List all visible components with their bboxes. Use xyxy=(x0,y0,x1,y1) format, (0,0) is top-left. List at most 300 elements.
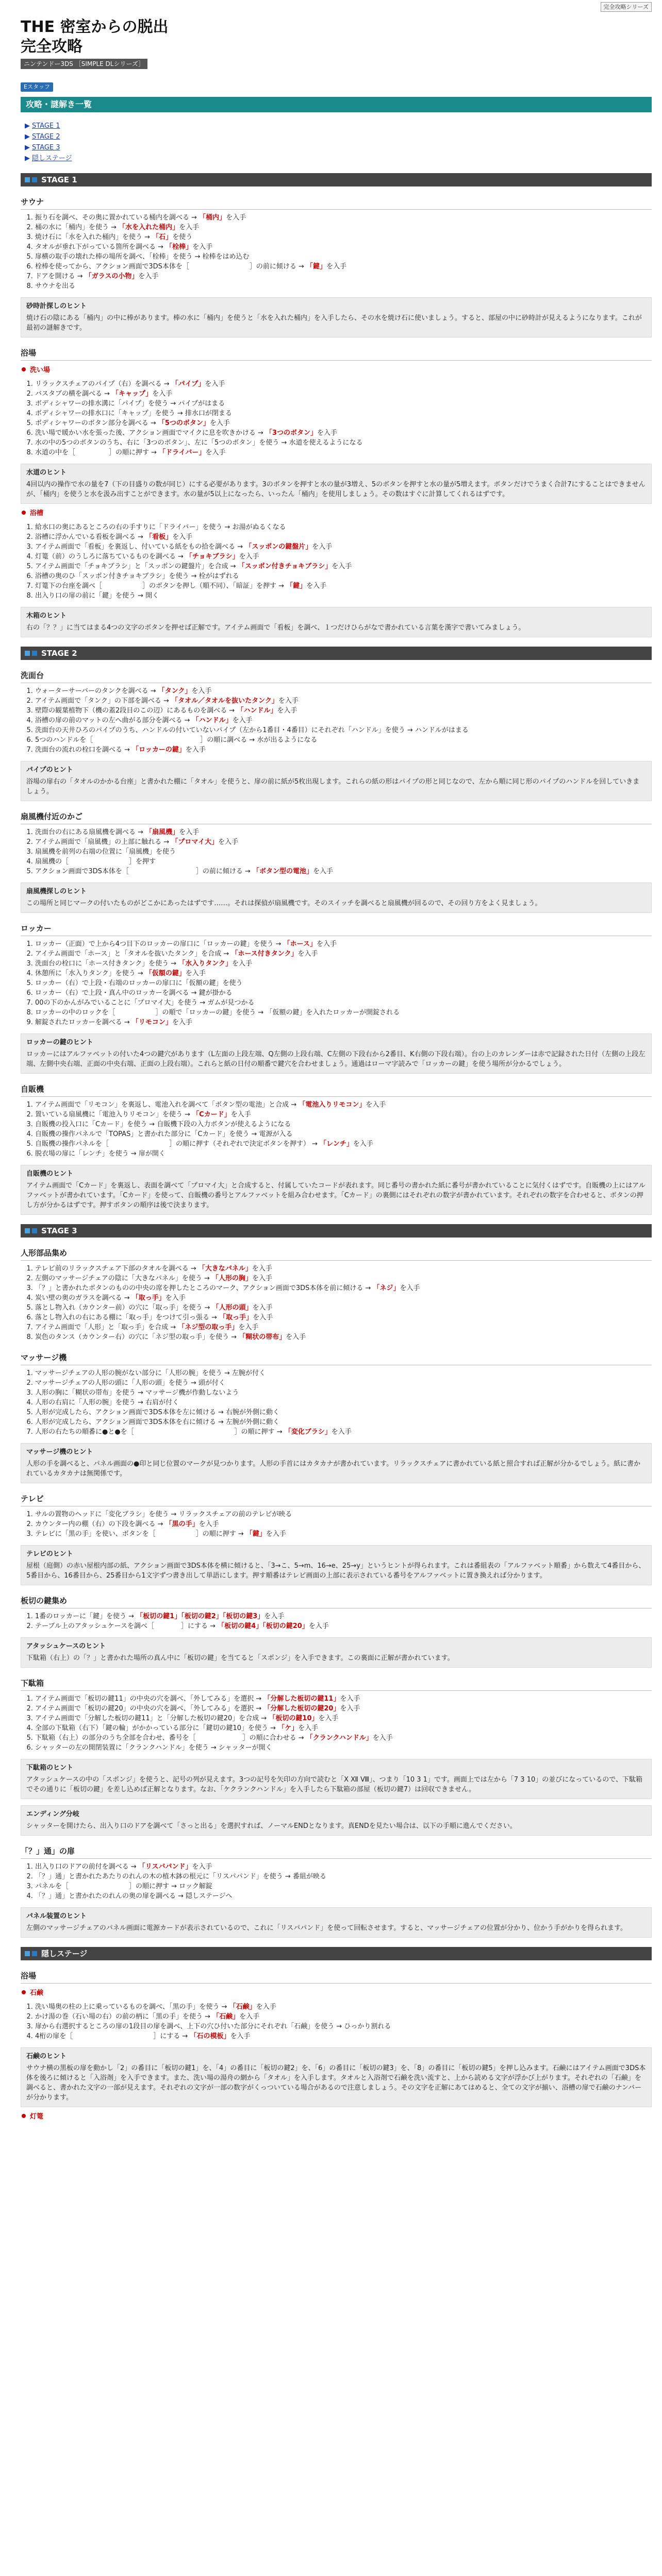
step-text: を入手 xyxy=(205,449,226,456)
hint-body: 下駄箱（右上）の「？」と書かれた場所の真ん中に「板切の鍵」を当てると「スポンジ」を入手できます。この裏面に正解が書かれています。 xyxy=(26,1654,454,1662)
step-item xyxy=(35,2022,652,2031)
step-item xyxy=(35,1264,652,1274)
step-item xyxy=(35,1283,652,1293)
item-name: 「リモコン」 xyxy=(131,1019,172,1026)
step-text: 洗面台の右にある扇風機を調べる → xyxy=(35,828,146,836)
steps-list xyxy=(21,522,652,601)
item-name: 「石鹸」 xyxy=(212,2013,240,2021)
hint-body: 屋根（庭側）の赤い屋根内部の紙、アクション画面で3DS本体を横に傾けると、「3→こ、5→m、16→e、25→y」というヒントが得られます。これは番組表の「アルファベット順番」から数えて4番目から、5番目から、16番目から、25番目から1文字ずつ書き出して単語にします。押す順番はテレビ画面の上部に表示されている番号をアルファベットに置き換えれば分かります。 xyxy=(26,1562,646,1580)
item-name: 「3つのボタン」 xyxy=(266,429,318,437)
step-text: 置いている扇風機に「電池入りリモコン」を使う → xyxy=(35,1111,193,1118)
sub-location: 洗い場 xyxy=(21,365,652,376)
step-text: ボディシャワーの排水口に「キャップ」を使う → 排水口が閉まる xyxy=(35,410,232,417)
step-text: 洗面台の天井ひろのパイプのうち、ハンドルの付いていないパイプ（左から1番目・4番目）にそれぞれ「ハンドル」を使う → ハンドルがはまる xyxy=(35,726,469,734)
item-name: 「看板」 xyxy=(145,533,173,541)
step-text: サルの置物のヘッドに「変化ブラシ」を使う → リラックスチェアの前のテレビが映る xyxy=(35,1511,292,1518)
step-text: を入手 xyxy=(312,543,333,551)
item-name: 「クランクハンドル」 xyxy=(306,1734,373,1742)
step-text: を入手 xyxy=(179,224,200,231)
step-text: 洗面台の流れの栓口を調べる → xyxy=(35,746,133,754)
location-shoebox: 下駄箱 xyxy=(21,1677,652,1691)
toc-link-stage1[interactable]: STAGE 1 xyxy=(32,122,60,130)
section-bar: 攻略・謎解き一覧 xyxy=(21,97,652,112)
step-text: 壁際の観葉植物下（機の蓋2段目のこの辺）にあるものを調べる → xyxy=(35,707,237,715)
step-text: 浴槽に浮かんでいる看板を調べる → xyxy=(35,533,146,541)
step-item xyxy=(35,1612,652,1621)
hint-body: 左側のマッサージチェアのパネル画面に電源カードが表示されているので、これに「リスパパンド」を使って回転させます。すると、マッサージチェアの位置が分かり、位かう手がかりを得られます。 xyxy=(26,1924,627,1932)
step-text: 水の中の5つのボタンのうち、右に「3つのボタン」、左に「5つのボタン」を使う → 水道を使えるようになる xyxy=(35,439,363,447)
item-name: 「ホース付きタンク」 xyxy=(231,950,298,958)
hint-title: 水道のヒント xyxy=(26,469,67,477)
hint-box xyxy=(21,1759,652,1799)
step-item xyxy=(35,1621,652,1631)
step-item xyxy=(35,223,652,232)
step-text: 人形が完成したら、アクション画面で3DS本体を左に傾ける → 右腕が外側に動く xyxy=(35,1409,280,1416)
step-text: 給水口の奥にあるところの右の手すりに「ドライバー」を使う → お湯がぬるくなる xyxy=(35,523,286,531)
step-item xyxy=(35,399,652,409)
location-sauna: サウナ xyxy=(21,196,652,210)
step-item xyxy=(35,1323,652,1332)
steps-list xyxy=(21,213,652,291)
item-name: 「分解した板切の鍵20」 xyxy=(263,1705,340,1713)
item-name: 「人形の頭」 xyxy=(212,1304,253,1312)
step-item xyxy=(35,959,652,969)
step-text: 人形の右肩に「人形の腕」を使う → 右肩が付く xyxy=(35,1399,179,1406)
step-item xyxy=(35,725,652,735)
step-text: 浴槽の奥のひ「スッポン付きチョキブラシ」を使う → 栓がはずれる xyxy=(35,572,239,580)
step-text: テレビ前のリラックスチェア下部のタオルを調べる → xyxy=(35,1265,198,1273)
step-item xyxy=(35,1891,652,1901)
step-text: 00の下のかんがみでいることに「プロマイ大」を使う → ガムが見つかる xyxy=(35,999,255,1007)
step-text: を入手 xyxy=(253,1314,273,1321)
step-item xyxy=(35,735,652,745)
hint-body: 人形の手を調べると、パネル画面の●印と同じ位置のマークが見つかります。人形の手首にはカタカナが書かれています。リラックスチェアに書かれている紙と照合すれば正解が分かるでしょう。紙に書かれているカタカナは無関係です。 xyxy=(26,1460,641,1478)
steps-list xyxy=(21,686,652,755)
step-text: を入手 xyxy=(297,950,318,958)
item-name: 「ハンドル」 xyxy=(237,707,277,715)
step-text: を入手 xyxy=(266,1530,286,1538)
steps-list xyxy=(21,1862,652,1901)
step-text: を入手 xyxy=(372,1734,393,1742)
location-figure: 人形部品集め xyxy=(21,1247,652,1261)
step-text: 扉横の取手の壊れた棒の場所を調べ、「栓棒」を使う → 栓棒をはめ込む xyxy=(35,253,250,261)
item-name: 「水入りタンク」 xyxy=(178,960,232,968)
step-text: ロッカー（右）で上段・真ん中のロッカーを調べる → 鍵が掛かる xyxy=(35,989,233,997)
item-name: 「ケ」 xyxy=(278,1724,299,1732)
step-text: ボディシャワーの排水溝に「パイプ」を使う → パイプがはまる xyxy=(35,400,225,408)
step-text: タオルが垂れ下がっている箇所を調べる → xyxy=(35,243,166,251)
step-item xyxy=(35,232,652,242)
step-text: を入手 xyxy=(317,429,338,437)
step-item xyxy=(35,1293,652,1303)
step-item xyxy=(35,448,652,457)
item-name: 「鍵」 xyxy=(306,263,327,270)
step-text: を入手 xyxy=(252,1304,273,1312)
step-item xyxy=(35,438,652,448)
item-name: 「人形の胸」 xyxy=(212,1275,253,1282)
hint-box xyxy=(21,464,652,504)
item-name: 「扇風機」 xyxy=(145,828,179,836)
location-massage: マッサージ機 xyxy=(21,1351,652,1365)
item-name: 「鍵」 xyxy=(245,1530,266,1538)
step-item xyxy=(35,1018,652,1027)
item-name: 「ドライバー」 xyxy=(159,449,206,456)
step-item xyxy=(35,1332,652,1342)
item-name: 「5つのボタン」 xyxy=(158,419,210,427)
location-locker: ロッカー xyxy=(21,922,652,936)
step-item xyxy=(35,522,652,532)
step-text: 解錠されたロッカーを調べる → xyxy=(35,1019,132,1026)
step-item xyxy=(35,1139,652,1149)
step-text: シャッターの左の開閉装置に「クランクハンドル」を使う → シャッターが開く xyxy=(35,1744,272,1752)
step-text: を入手 xyxy=(340,1695,360,1703)
step-text: アクション画面で3DS本体を［ ］の前に傾ける → xyxy=(35,868,253,875)
step-text: を入手 xyxy=(400,1284,420,1292)
item-name: 「石」 xyxy=(152,233,173,241)
step-text: を入手 xyxy=(306,582,327,590)
step-item xyxy=(35,1274,652,1283)
step-item xyxy=(35,1008,652,1018)
step-item xyxy=(35,1313,652,1323)
step-text: を入手 xyxy=(205,380,225,388)
step-text: 「？」と書かれたボタンのものの中央の席を押したところのマーク、アクション画面で3DS本体を前に傾ける → xyxy=(35,1284,373,1292)
step-text: を入手 xyxy=(239,553,259,561)
step-text: を入手 xyxy=(264,1613,285,1620)
step-text: を入手 xyxy=(226,214,246,222)
step-text: を入手 xyxy=(230,1111,251,1118)
step-text: 灯篭下の台座を調べ［ ］のボタンを押し（順不同）、「暗証」を押す → xyxy=(35,582,287,590)
step-text: アイテム画面で「板切の鍵11」の中央の穴を調べ、「外してみる」を選択 → xyxy=(35,1695,264,1703)
steps-list xyxy=(21,827,652,876)
hint-body: サウナ横の黒板の扉を動かし「2」の番目に「板切の鍵1」を、「4」の番目に「板切の鍵2」を、「6」の番目に「板切の鍵3」を、「8」の番目に「板切の鍵5」を押し込みます。石鹸にはアイテム画面で3DS本体を後ろに傾けると「入浴剤」を入手できます。また、洗い場の湯舟の網から「タオル」を入手します。タオルと入浴剤で石鹸を洗い流すと、上から読める文字が浮かび上がります。それぞれの「石鹸」を調べると、書かれた文字の一部が見えます。それぞれの文字が一部の数字がくっついている場合があるので注意しましょう。その文字を正解にあてはめると、全ての文字が揃い、浴槽の扉で石鹸のナンバーが分かります。 xyxy=(26,2064,646,2102)
hint-body: アタッシュケースの中の「スポンジ」を使うと、記号の列が見えます。3つの記号を矢印の方向で読むと「Ⅹ Ⅻ Ⅷ」、つまり「10 3 1」です。画面上では左から「7 3 10」の並びになっているので、下駄箱でその通りに「板切の鍵」を差し込めば正解となります。なお、「ケクランクハンドル」を入手したら下駄箱の部屋（板切の鍵7）は回収できません。 xyxy=(26,1776,642,1793)
hint-box xyxy=(21,2047,652,2107)
step-text: テレビに「黒の手」を使い、ボタンを［ ］の順に押す → xyxy=(35,1530,246,1538)
step-text: 桶の水に「桶内」を使う → xyxy=(35,224,119,231)
item-name: 「板切の鍵10」 xyxy=(269,1715,319,1722)
item-name: 「ホース」 xyxy=(283,940,317,948)
step-text: ウォーターサーバーのタンクを調べる → xyxy=(35,687,158,695)
step-text: を入手 xyxy=(256,2003,276,2011)
step-item xyxy=(35,532,652,542)
steps-list xyxy=(21,1694,652,1753)
step-text: マッサージチェアの人形の頭に「人形の頭」を使う → 頭が付く xyxy=(35,1379,225,1387)
sub-location: 灯篭 xyxy=(21,2111,652,2123)
steps-list xyxy=(21,1368,652,1437)
hint-box xyxy=(21,1033,652,1074)
hint-box xyxy=(21,607,652,637)
hint-body: 焼け石の陰にある「桶内」の中に棒があります。棒の水に「桶内」を使うと「水を入れた桶内」を入手したら、その水を焼け石に使いましょう。すると、部屋の中に砂時計が見えるようになります。これが最初の謎解きです。 xyxy=(26,314,642,332)
steps-list xyxy=(21,939,652,1027)
step-item xyxy=(35,1872,652,1882)
step-item xyxy=(35,1714,652,1723)
item-name: 「タンク」 xyxy=(158,687,192,695)
step-text: アイテム画面で「板切の鍵20」の中央の穴を調べ、「外してみる」を選択 → xyxy=(35,1705,264,1713)
step-item xyxy=(35,591,652,601)
step-text: 全部の下駄箱（右下）「鍵の輪」がかかっている部分に「鍵切の鍵10」を使う → xyxy=(35,1724,278,1732)
location-hidden-bath: 浴場 xyxy=(21,1970,652,1984)
step-text: を入手 xyxy=(185,970,206,977)
location-door: 「？」通」の扉 xyxy=(21,1845,652,1859)
hint-box xyxy=(21,297,652,337)
hint-title: アタッシュケースのヒント xyxy=(26,1642,106,1650)
step-item xyxy=(35,1529,652,1539)
step-text: を入手 xyxy=(298,1724,319,1732)
step-item xyxy=(35,1110,652,1120)
step-item xyxy=(35,1862,652,1872)
item-name: 「パイプ」 xyxy=(171,380,205,388)
step-item xyxy=(35,716,652,725)
hint-body: この場所と同じマークの付いたものがどこかにあったはずです……。それは探偵が扇風機です。そのスイッチを調べると扇風機が回るので、その回り方をよく見ましょう。 xyxy=(26,900,542,907)
steps-list xyxy=(21,2002,652,2041)
item-name: 「ネジ」 xyxy=(373,1284,400,1292)
step-text: 洗面台の栓口に「ホース付きタンク」を使う → xyxy=(35,960,179,968)
step-text: を入手 xyxy=(232,960,253,968)
hint-title: パイプのヒント xyxy=(26,766,73,774)
location-tv: テレビ xyxy=(21,1493,652,1506)
step-item xyxy=(35,552,652,562)
item-name: 「大きなパネル」 xyxy=(198,1265,252,1273)
step-item xyxy=(35,1519,652,1529)
step-item xyxy=(35,242,652,252)
step-text: を入手 xyxy=(332,563,352,570)
steps-list xyxy=(21,1612,652,1631)
step-text: 灯篭（前）のうしろに落ちているものを調べる → xyxy=(35,553,186,561)
step-text: を入手 xyxy=(252,1265,272,1273)
hint-title: 自販機のヒント xyxy=(26,1170,74,1178)
step-item xyxy=(35,998,652,1008)
step-text: アイテム画面で「チョキブラシ」と「スッポンの鍵盤片」を合成 → xyxy=(35,563,238,570)
step-text: テーブル上のアタッシュケースを調べ［ ］にする → xyxy=(35,1622,218,1630)
step-text: カウンター内の棚（右）の下段を調べる → xyxy=(35,1520,166,1528)
step-text: 落とし物入れの右にある棚に「取っ手」をつけて引っ張る → xyxy=(35,1314,220,1321)
ending-body: シャッターを開けたら、出入り口のドアを調べて「さっと出る」を選択すれば、ノーマルENDとなります。真ENDを見たい場合は、以下の手順に進んでください。 xyxy=(26,1822,517,1830)
location-bath: 浴場 xyxy=(21,347,652,361)
step-text: を入手 xyxy=(179,828,200,836)
step-text: を入手 xyxy=(278,697,299,705)
step-item xyxy=(35,857,652,867)
item-name: 「仮額の鍵」 xyxy=(145,970,186,977)
step-text: リラックスチェアのパイプ（右）を調べる → xyxy=(35,380,172,388)
step-text: 左側のマッサージチェアの陰に「大きなパネル」を使う → xyxy=(35,1275,212,1282)
step-text: を入手 xyxy=(218,838,239,846)
step-item xyxy=(35,1388,652,1398)
step-text: を入手 xyxy=(192,1863,212,1871)
steps-list xyxy=(21,1264,652,1342)
step-item xyxy=(35,389,652,399)
step-item xyxy=(35,1129,652,1139)
step-item xyxy=(35,1694,652,1704)
step-item xyxy=(35,686,652,696)
item-name: 「板切の鍵1」「板切の鍵2」「板切の鍵3」 xyxy=(136,1613,264,1620)
step-text: を使う xyxy=(172,233,193,241)
step-item xyxy=(35,2002,652,2012)
step-text: 脱衣場の扉に「レンチ」を使う → 扉が開く xyxy=(35,1150,166,1158)
hint-body: 4回以内の操作で水の量を7（下の目盛りの数が同じ）にする必要があります。3のボタンを押すと水の量が3増え、5のボタンを押すと水の量が5増えます。ボタンだけでうまく合計7にすることはできませんが、「桶内」を使うと水を汲み出すことができます。水の量が5以上になったら、いったん「桶内」を使用しましょう。その数はすぐに計算してくれるはずです。 xyxy=(26,481,646,498)
step-text: 洗い場奥の柱の上に乗っているものを調べ、「黒の手」を使う → xyxy=(35,2003,229,2011)
step-text: 下駄箱（右上）の部分のうち全部を合わせ、番号を［ ］の順に合わせる → xyxy=(35,1734,306,1742)
step-item xyxy=(35,827,652,837)
item-name: 「Cカード」 xyxy=(192,1111,231,1118)
step-item xyxy=(35,281,652,291)
step-item xyxy=(35,1733,652,1743)
step-text: 「？」通」と書かれたのれんの奥の扉を調べる → 隠しステージへ xyxy=(35,1892,233,1900)
hint-box xyxy=(21,761,652,801)
step-text: 水道の中を［ ］の順に押す → xyxy=(35,449,159,456)
step-text: 焼け石に「水を入れた桶内」を使う → xyxy=(35,233,153,241)
step-text: 5つのハンドルを［ ］の順に調べる → 水が出るようになる xyxy=(35,736,318,744)
page-title: THE 密室からの脱出 完全攻略 xyxy=(21,18,169,56)
hint-title: テレビのヒント xyxy=(26,1550,73,1558)
step-text: アイテム画面で「分解した板切の鍵11」と「分解した板切の鍵20」を合成 → xyxy=(35,1715,269,1722)
step-text: を入手 xyxy=(277,707,297,715)
step-text: 出入り口のドアの前付を調べる → xyxy=(35,1863,139,1871)
step-text: を入手 xyxy=(232,717,253,724)
step-item xyxy=(35,1149,652,1159)
step-text: 4桁の扉を［ ］にする → xyxy=(35,2032,190,2040)
hint-title: ロッカーの鍵のヒント xyxy=(26,1039,93,1046)
step-text: かけ湯の巻（石い場の右）の前の柄に「黒の手」を使う → xyxy=(35,2013,213,2021)
item-name: 「石の模板」 xyxy=(190,2032,230,2040)
item-name: 「取っ手」 xyxy=(219,1314,253,1321)
item-name: 「スッポンの鍵盤片」 xyxy=(245,543,312,551)
step-item xyxy=(35,1408,652,1417)
item-name: 「取っ手」 xyxy=(131,1294,166,1302)
toc-link-stage3[interactable]: STAGE 3 xyxy=(32,144,60,151)
hint-box xyxy=(21,1443,652,1483)
step-text: を入手 xyxy=(152,390,173,398)
step-text: を入手 xyxy=(340,1705,360,1713)
step-text: 人形の右たちの順番に●と●を［ ］の順に押す → xyxy=(35,1428,285,1436)
hint-box xyxy=(21,883,652,913)
hint-body: 右の「？？」に当てはまる4つの文字のボタンを押せば正解です。アイテム画面で「看板」を調べ、１つだけひらがなで書かれている言葉を漢字で書いてみましょう。 xyxy=(26,624,525,632)
step-text: を入手 xyxy=(353,1140,373,1148)
item-name: 「分解した板切の鍵11」 xyxy=(263,1695,340,1703)
step-text: 1番のロッカーに「鍵」を使う → xyxy=(35,1613,137,1620)
step-item xyxy=(35,1427,652,1437)
step-item xyxy=(35,262,652,272)
step-text: 出入り口の扉の前に「鍵」を使う → 開く xyxy=(35,592,159,600)
step-item xyxy=(35,1378,652,1388)
step-text: を入手 xyxy=(138,273,159,280)
item-name: 「ガラスの小物」 xyxy=(85,273,139,280)
steps-list xyxy=(21,379,652,457)
step-item xyxy=(35,745,652,755)
step-item xyxy=(35,1723,652,1733)
step-text: サウナを出る xyxy=(35,282,76,290)
step-text: を入手 xyxy=(192,243,213,251)
steps-list xyxy=(21,1510,652,1539)
step-text: を入手 xyxy=(286,1333,306,1341)
toc-item: ▶ 隠しステージ xyxy=(25,155,72,162)
sub-location: 浴槽 xyxy=(21,508,652,519)
item-name: 「変化ブラシ」 xyxy=(284,1428,332,1436)
stage3-heading: STAGE 3 xyxy=(21,1224,652,1238)
step-item xyxy=(35,1743,652,1753)
step-text: を入手 xyxy=(318,1715,339,1722)
stage2-heading: STAGE 2 xyxy=(21,647,652,660)
location-washroom: 洗面台 xyxy=(21,669,652,683)
sub-location: 石鹸 xyxy=(21,1988,652,1999)
toc-item: ▶ STAGE 3 xyxy=(25,144,60,151)
step-item xyxy=(35,562,652,571)
item-name: 「桶内」 xyxy=(199,214,226,222)
step-item xyxy=(35,1398,652,1408)
item-name: 「キャップ」 xyxy=(112,390,153,398)
step-item xyxy=(35,1882,652,1891)
hint-title: マッサージ機のヒント xyxy=(26,1448,93,1456)
step-text: を入手 xyxy=(198,1520,219,1528)
step-text: アイテム画面で「タンク」の下部を調べる → xyxy=(35,697,172,705)
step-text: アイテム画面で「リモコン」を裏返し、電池入れを調べて「ボタン型の電池」と合成 → xyxy=(35,1101,299,1109)
ending-title: エンディング分岐 xyxy=(26,1810,79,1818)
step-text: 「？」通」と書かれたあたりのれんの木の植木鉢の根元に「リスパパンド」を使う → 番組が映る xyxy=(35,1873,326,1880)
step-text: を入手 xyxy=(366,1101,386,1109)
step-text: 扇風機の［ ］を押す xyxy=(35,858,156,866)
step-text: を入手 xyxy=(165,1294,186,1302)
step-item xyxy=(35,1368,652,1378)
hidden-stage-heading: 隠しステージ xyxy=(21,1947,652,1960)
step-text: 自販機の操作パネルで「TOPAS」と書かれた部分に「Cカード」を使う → 電源が入る xyxy=(35,1130,293,1138)
step-item xyxy=(35,949,652,959)
step-text: 炭色のタンス（カウンター右）の穴に「ネジ型の取っ手」を使う → xyxy=(35,1333,239,1341)
step-text: パネルを［ ］の順に押す → ロック解錠 xyxy=(35,1883,212,1890)
step-item xyxy=(35,978,652,988)
item-name: 「タオル／タオルを抜いたタンク」 xyxy=(171,697,278,705)
hint-title: 木箱のヒント xyxy=(26,612,67,620)
step-text: 人形の胸に「糊状の帯布」を使う → マッサージ機が作動しないよう xyxy=(35,1389,239,1397)
step-item xyxy=(35,252,652,262)
step-text: アイテム画面で「人形」と「取っ手」を合成 → xyxy=(35,1324,178,1331)
item-name: 「プロマイ大」 xyxy=(171,838,219,846)
hint-title: 砂時計探しのヒント xyxy=(26,302,87,310)
step-text: 扉から右選択するところの扉の1段目の扉を調べ、上下の穴ひ付いた部分にそれぞれ「石鹸」を使う → ひっかり割れる xyxy=(35,2023,391,2030)
step-text: 浴槽の扉の前のマットの左へ曲がる部分を調べる → xyxy=(35,717,192,724)
item-name: 「ロッカーの鍵」 xyxy=(132,746,186,754)
step-text: ロッカーの中のロックを［ ］の順で「ロッカーの鍵」を使う → 「仮額の鍵」を入れたロッカーが開錠される xyxy=(35,1009,400,1016)
toc-link-stage2[interactable]: STAGE 2 xyxy=(32,133,60,141)
step-text: 洗い場で暖かい水を張った後、アクション画面でマイクに息を吹きかける → xyxy=(35,429,266,437)
step-item xyxy=(35,1303,652,1313)
step-text: 人形が完成したら、アクション画面で3DS本体を右に傾ける → 左腕が外側に動く xyxy=(35,1418,280,1426)
step-item xyxy=(35,2031,652,2041)
step-text: マッサージチェアの人形の腕がない部分に「人形の腕」を使う → 左腕が付く xyxy=(35,1369,266,1377)
item-name: 「スッポン付きチョキブラシ」 xyxy=(238,563,332,570)
item-name: 「黒の手」 xyxy=(165,1520,199,1528)
item-name: 「石鹸」 xyxy=(229,2003,256,2011)
step-text: アイテム画面で「看板」を裏返し、付いている紙をもの拾を調べる → xyxy=(35,543,245,551)
step-item xyxy=(35,939,652,949)
item-name: 「リスバパンド」 xyxy=(138,1863,192,1871)
toc-link-hidden[interactable]: 隠しステージ xyxy=(32,155,72,162)
hint-box xyxy=(21,1545,652,1585)
step-item xyxy=(35,1417,652,1427)
step-item xyxy=(35,542,652,552)
step-text: 自販機の操作パネルを［ ］の順に押す（それぞれで決定ボタンを押す） → xyxy=(35,1140,320,1148)
step-text: 振り石を調べ、その奥に置かれている桶内を調べる → xyxy=(35,214,200,222)
hint-title: パネル装置のヒント xyxy=(26,1912,87,1920)
stage1-heading: STAGE 1 xyxy=(21,173,652,187)
step-text: を入手 xyxy=(191,687,212,695)
hint-title: 下駄箱のヒント xyxy=(26,1764,74,1772)
step-text: を入手 xyxy=(308,1622,329,1630)
step-item xyxy=(35,1100,652,1110)
series-tag: 完全攻略シリーズ xyxy=(601,2,652,12)
step-text: を入手 xyxy=(238,1324,259,1331)
step-text: を入手 xyxy=(317,940,337,948)
step-text: 休憩所に「水入りタンク」を使う → xyxy=(35,970,145,977)
step-item xyxy=(35,379,652,389)
